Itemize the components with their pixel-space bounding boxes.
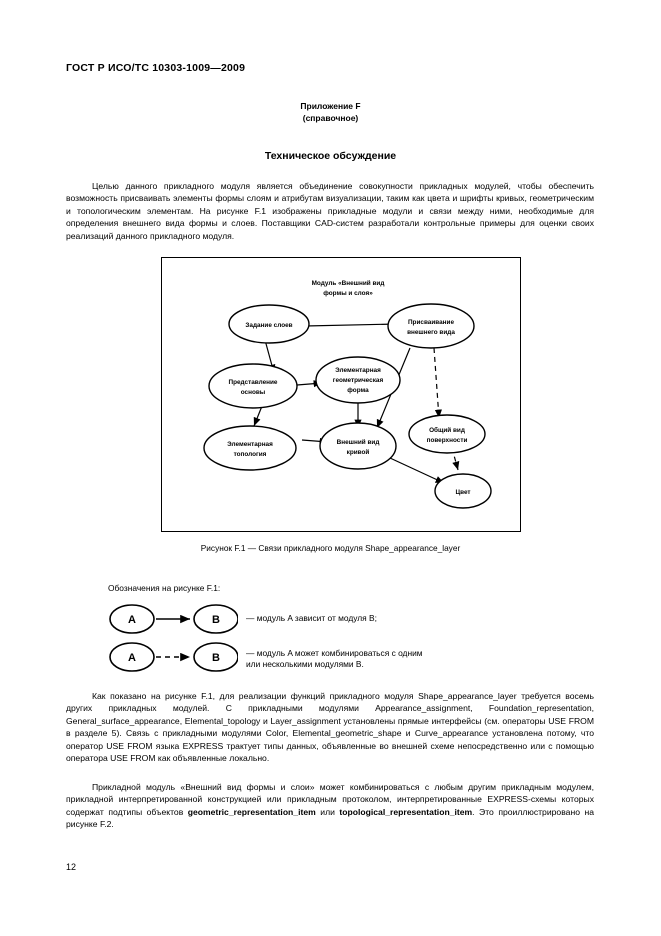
legend-title: Обозначения на рисунке F.1: — [108, 583, 221, 593]
last-paragraph-mid: или — [315, 806, 340, 817]
svg-text:Присваивание: Присваивание — [407, 319, 455, 326]
last-paragraph — [66, 781, 594, 831]
legend-node-a-2: A — [128, 652, 136, 664]
figure-caption: Рисунок F.1 — Связи прикладного модуля Shape_appearance_layer — [200, 543, 461, 553]
svg-text:Внешний вид: Внешний вид — [336, 439, 380, 446]
last-paragraph-part2: . Это проиллюстрировано на рисунке F.2. — [66, 806, 594, 830]
legend-diagram-2 — [108, 635, 238, 675]
svg-text:внешнего вида: внешнего вида — [407, 329, 455, 336]
intro-paragraph — [66, 180, 594, 242]
svg-text:форма: форма — [347, 387, 369, 394]
node-color — [435, 474, 491, 508]
legend-row-2-text — [246, 648, 423, 670]
svg-text:Элементарная: Элементарная — [227, 441, 273, 448]
legend-node-b-2: B — [212, 652, 220, 664]
svg-text:геометрическая: геометрическая — [332, 377, 384, 384]
figure-f1 — [161, 257, 521, 532]
legend-row-2-line1: — модуль A может комбинироваться с одним — [246, 648, 423, 658]
svg-text:Общий вид: Общий вид — [429, 427, 465, 434]
node-elemental-topology — [204, 426, 296, 470]
node-module-title-line2: формы и слоя» — [323, 290, 373, 297]
legend-node-b-1: B — [212, 614, 220, 626]
svg-text:поверхности: поверхности — [426, 437, 468, 444]
node-elemental-geometric-shape — [316, 357, 400, 403]
page-number: 12 — [66, 862, 77, 872]
entity-geometric-representation-item: geometric_representation_item — [187, 806, 316, 817]
last-paragraph-part1: Прикладной модуль «Внешний вид формы и слои» может комбинироваться с любым другим прикладным модулем, прикладной интерпретированной конструкцией или прикладным протоколом, интерпретированные EXPRESS-схемы которых содержат подтипы объектов — [66, 782, 594, 817]
svg-text:основы: основы — [240, 389, 266, 396]
node-module-title-line1: Модуль «Внешний вид — [311, 280, 385, 287]
annex-subtitle: (справочное) — [302, 113, 359, 123]
svg-text:Задание слоев: Задание слоев — [245, 322, 293, 329]
annex-title: Приложение F — [300, 101, 361, 111]
figure-f1-diagram — [162, 258, 520, 531]
node-general-surface-appearance — [409, 415, 485, 453]
node-layer-assignment — [229, 305, 309, 343]
legend-node-a-1: A — [128, 614, 136, 626]
annex-label — [0, 100, 661, 124]
svg-text:Элементарная: Элементарная — [335, 367, 381, 374]
section-title: Техническое обсуждение — [264, 150, 397, 162]
legend-diagram-1 — [108, 600, 238, 638]
svg-text:топология: топология — [233, 451, 267, 458]
node-appearance-assignment — [388, 304, 474, 348]
legend-row-2-line2: или несколькими модулями B. — [246, 659, 364, 669]
intro-paragraph-text: Целью данного прикладного модуля является объединение совокупности прикладных модулей, чтобы обеспечить возможность присваивать элементы формы слоям и атрибутам визуализации, таким как цвета и шрифты кривых, геометрическим и топологическим элементам. На рисунке F.1 изображены прикладные модули и связи между ними, необходимые для определения внешнего вида формы и слоев. Поставщики CAD-систем разработали контрольные примеры для оценки своих реализаций данного прикладного модуля. — [66, 181, 594, 241]
last-paragraph-text — [66, 781, 594, 831]
node-curve-appearance — [320, 423, 396, 469]
after-figure-paragraph — [66, 690, 594, 764]
after-figure-paragraph-text: Как показано на рисунке F.1, для реализации функций прикладного модуля Shape_appearance_layer требуется восемь других прикладных модулей. С прикладными модулями Appearance_assignment, Foundation_representation, General_surface_appearance, Elemental_topology и Layer_assignment установлены прямые интерфейсы (см. операторы USE FROM в разделе 5). Связь с прикладными модулями Color, Elemental_geometric_shape и Curve_appearance установлена потому, что оператор USE FROM языка EXPRESS трактует типы данных, объявленные во внешней схеме непосредственно или с помощью оператора USE FROM как объявленные локально. — [66, 691, 594, 764]
svg-text:кривой: кривой — [346, 449, 370, 456]
node-foundation-representation — [209, 364, 297, 408]
document-header: ГОСТ Р ИСО/ТС 10303-1009—2009 — [66, 62, 246, 74]
svg-text:Цвет: Цвет — [455, 489, 471, 496]
legend-row-1-text: — модуль A зависит от модуля B; — [246, 613, 377, 623]
entity-topological-representation-item: topological_representation_item — [339, 806, 473, 817]
svg-text:Представление: Представление — [228, 379, 278, 386]
